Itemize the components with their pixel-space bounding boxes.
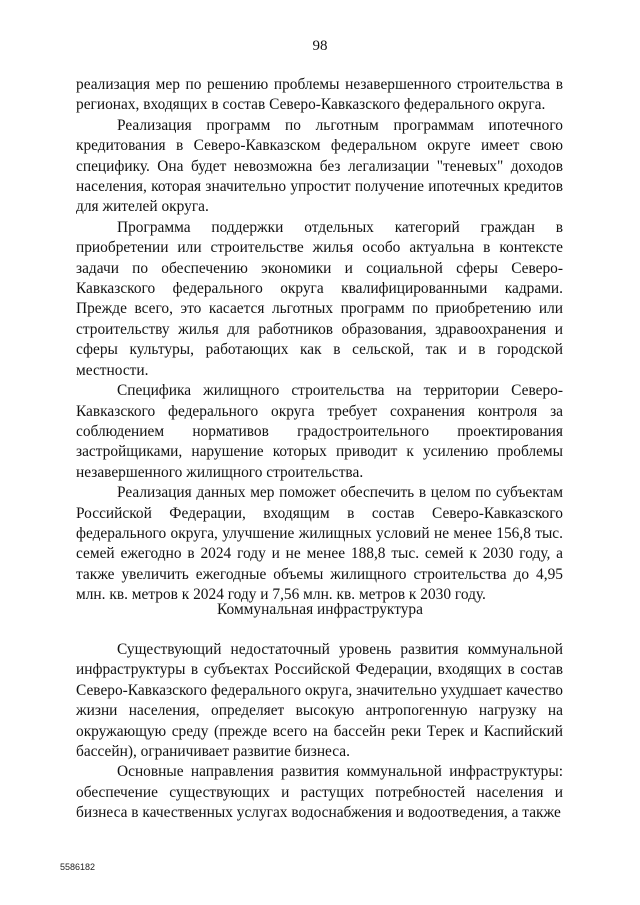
- paragraph-housing-specifics: Специфика жилищного строительства на территории Северо-Кавказского федерального округа требует сохранения контроля за соблюдением нормативов градостроительного проектирования застройщиками, нарушение которых приводит к усилению проблемы незавершенного жилищного строительства.: [76, 382, 563, 481]
- paragraph-support-program: Программа поддержки отдельных категорий граждан в приобретении или строительстве жилья особо актуальна в контексте задачи по обеспечению экономики и социальной сферы Северо-Кавказского федерального округа квалифицированными кадрами. Прежде всего, это касается льготных программ по приобретению или строительству жилья для работников образования, здравоохранения и сферы культуры, работающих как в сельской, так и в городской местности.: [76, 218, 563, 379]
- paragraph-housing-targets: Реализация данных мер поможет обеспечить в целом по субъектам Российской Федерации, входящим в состав Северо-Кавказского федерального округа, улучшение жилищных условий не менее 156,8 тыс. семей ежегодно в 2024 году и не менее 188,8 тыс. семей к 2030 году, а также увеличить ежегодные объемы жилищного строительства до 4,95 млн. кв. метров к 2024 году и 7,56 млн. кв. метров к 2030 году.: [76, 484, 563, 604]
- page-number: 98: [312, 38, 328, 54]
- document-id: 5586182: [60, 862, 96, 872]
- body-text-top: [76, 75, 563, 606]
- section-heading: Коммунальная инфраструктура: [217, 601, 423, 618]
- paragraph-continuation: реализация мер по решению проблемы незавершенного строительства в регионах, входящих в состав Северо-Кавказского федерального округа.: [76, 76, 563, 114]
- paragraph-infrastructure-directions: Основные направления развития коммунальной инфраструктуры: обеспечение существующих и растущих потребностей населения и бизнеса в качественных услугах водоснабжения и водоотведения, а также: [76, 763, 563, 822]
- paragraph-mortgage-programs: Реализация программ по льготным программам ипотечного кредитования в Северо-Кавказском федеральном округе имеет свою специфику. Она будет невозможна без легализации "теневых" доходов населения, которая значительно упростит получение ипотечных кредитов для жителей округа.: [76, 116, 563, 216]
- paragraph-infrastructure-level: Существующий недостаточный уровень развития коммунальной инфраструктуры в субъектах Российской Федерации, входящих в состав Северо-Кавказского федерального округа, значительно ухудшает качество жизни населения, определяет высокую антропогенную нагрузку на окружающую среду (прежде всего на бассейн реки Терек и Каспийский бассейн), ограничивает развитие бизнеса.: [76, 641, 563, 761]
- body-text-bottom: [76, 640, 563, 824]
